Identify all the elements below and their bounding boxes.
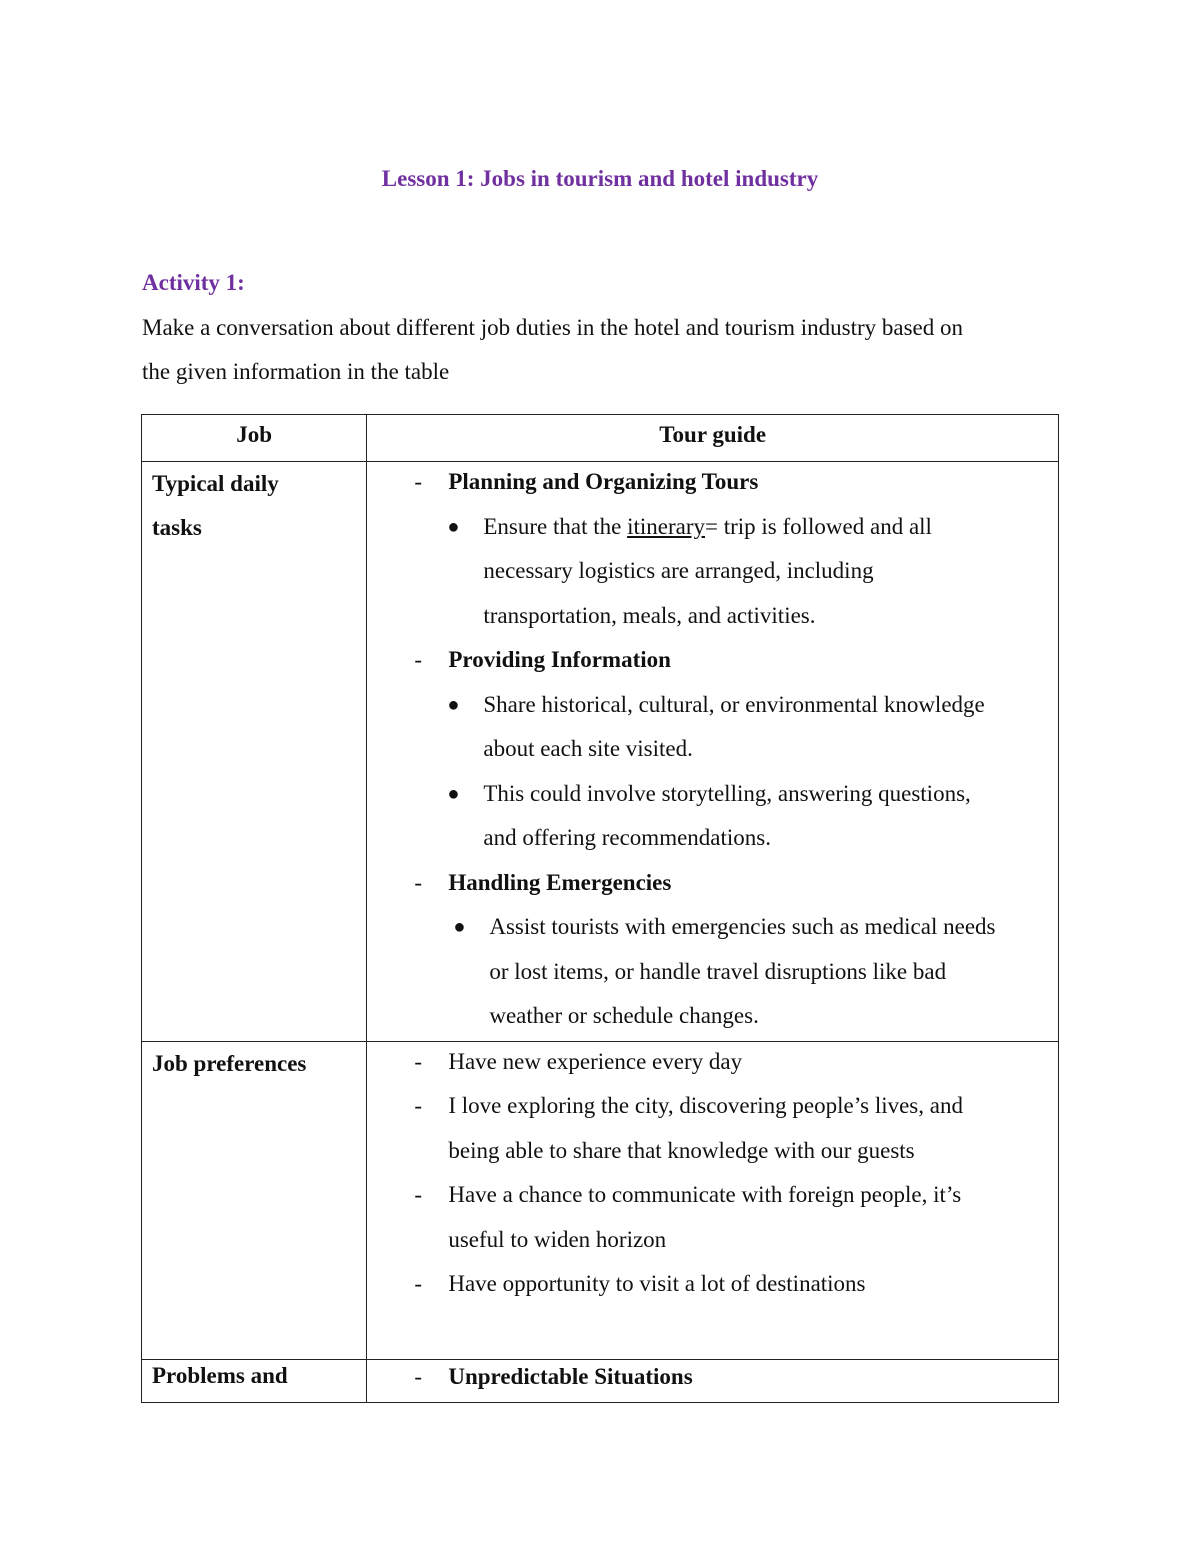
dash-marker: - [414, 1363, 423, 1389]
dash-marker: - [414, 647, 423, 672]
preference-text: Have opportunity to visit a lot of destinations [448, 1271, 866, 1296]
header-tour-guide: Tour guide [367, 415, 1059, 462]
list-item [367, 1042, 1058, 1087]
row-label-typical-tasks [142, 462, 367, 1042]
text-fragment: Ensure that the [483, 513, 628, 539]
bullet-text: This could involve storytelling, answering questions, [483, 780, 971, 806]
list-item [367, 462, 1058, 507]
underlined-term: itinerary [627, 513, 705, 539]
list-item [367, 1360, 1058, 1400]
row-label-problems: Problems and [142, 1359, 367, 1402]
table-row-typical-tasks [142, 462, 1059, 1042]
row-label-line: Typical daily [152, 471, 279, 496]
row-label-job-preferences: Job preferences [142, 1041, 367, 1359]
row-label-line: tasks [152, 515, 202, 540]
list-item-continuation [367, 996, 1058, 1041]
bullet-text: weather or schedule changes. [489, 1003, 759, 1028]
instruction-line-2: the given information in the table [142, 359, 450, 384]
task-heading: Planning and Organizing Tours [448, 469, 759, 494]
job-duties-table [141, 414, 1059, 1403]
bullet-text: or lost items, or handle travel disruptions like bad [489, 958, 947, 984]
tasks-content [367, 462, 1059, 1042]
dash-marker: - [414, 469, 423, 494]
activity-instructions [142, 306, 1082, 394]
bullet-text: Share historical, cultural, or environmental knowledge [483, 691, 985, 717]
table-row-problems [142, 1359, 1059, 1402]
table-row-job-preferences [142, 1041, 1059, 1359]
problem-heading: Unpredictable Situations [448, 1363, 693, 1389]
dash-marker: - [414, 1093, 423, 1118]
dash-marker: - [414, 1271, 423, 1296]
list-item-continuation [367, 952, 1058, 997]
list-item [367, 1264, 1058, 1309]
preference-text: I love exploring the city, discovering people’s lives, and [448, 1093, 963, 1118]
bullet-icon: ● [447, 782, 460, 805]
task-heading: Handling Emergencies [448, 869, 672, 895]
bullet-text [483, 507, 932, 547]
bullet-text: transportation, meals, and activities. [483, 602, 816, 628]
header-job: Job [142, 415, 367, 462]
list-item [367, 1086, 1058, 1131]
preference-text: Have a chance to communicate with foreign people, it’s [448, 1182, 962, 1207]
dash-marker: - [414, 1182, 423, 1207]
list-item [367, 685, 1058, 730]
bullet-text: Assist tourists with emergencies such as medical needs [489, 914, 996, 939]
problems-content [367, 1359, 1059, 1402]
preference-text: useful to widen horizon [448, 1226, 667, 1252]
preference-text: Have new experience every day [448, 1048, 743, 1074]
task-heading: Providing Information [448, 647, 671, 672]
list-item [367, 507, 1058, 552]
instruction-line-1: Make a conversation about different job duties in the hotel and tourism industry based on [142, 315, 964, 340]
list-item [367, 863, 1058, 908]
lesson-title: Lesson 1: Jobs in tourism and hotel industry [381, 166, 819, 191]
bullet-text: about each site visited. [483, 736, 693, 761]
bullet-text: necessary logistics are arranged, including [483, 558, 874, 583]
table-header-row [142, 415, 1059, 462]
list-item-continuation [367, 729, 1058, 774]
bullet-icon: ● [453, 916, 466, 938]
dash-marker: - [414, 1048, 423, 1074]
activity-heading: Activity 1: [142, 270, 245, 295]
list-item-continuation [367, 551, 1058, 596]
bullet-text: and offering recommendations. [483, 825, 771, 850]
preference-text: being able to share that knowledge with our guests [448, 1137, 915, 1163]
list-item [367, 774, 1058, 819]
list-item-continuation [367, 1220, 1058, 1265]
list-item [367, 640, 1058, 685]
list-item-continuation [367, 596, 1058, 641]
preferences-content [367, 1041, 1059, 1359]
bullet-icon: ● [447, 693, 460, 716]
dash-marker: - [414, 869, 423, 895]
list-item-continuation [367, 1131, 1058, 1176]
list-item [367, 907, 1058, 952]
bullet-icon: ● [447, 515, 460, 538]
text-fragment: = trip is followed and all [704, 513, 932, 539]
list-item-continuation [367, 818, 1058, 863]
list-item [367, 1175, 1058, 1220]
